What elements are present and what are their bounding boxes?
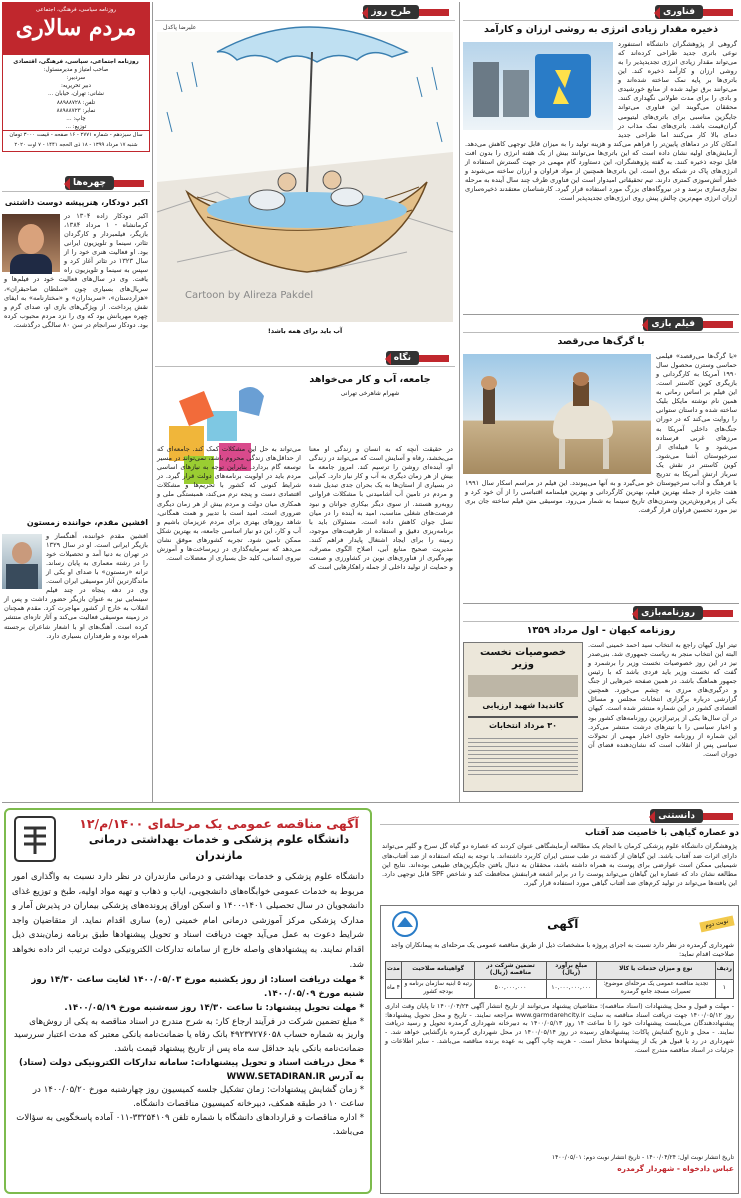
kayhan-title: روزنامه کیهان - اول مرداد ۱۳۵۹ xyxy=(526,625,676,636)
td-guarantee: ۵۰۰,۰۰۰,۰۰۰ xyxy=(475,980,546,999)
logo-text: مردم سالاری xyxy=(15,15,137,42)
danestani-block xyxy=(380,808,739,900)
ad-left-line-5: * اداره مناقصات و قراردادهای دانشگاه با شماره تلفن ۳۳۲۵۴۱۰۹-۰۱۱ آماده پاسخگویی به سؤالات می‌باشد. xyxy=(16,1112,364,1137)
ad-left-title: آگهی مناقصه عمومی یک مرحله‌ای ۱۴۰۰/م/۱۲ xyxy=(79,815,359,831)
cartoon-image xyxy=(157,32,453,322)
negah-section-title: نگاه xyxy=(386,351,419,365)
ad-right-body: - مهلت و قبول و محل پیشنهادات (اسناد مناقصه): متقاضیان پیشنهاد می‌توانند از تاریخ انتشار آگهی ۱۴۰۰/۰۴/۲۴ تا پایان وقت اداری روز ۱۴۰۰/۰۵/۱۲ جهت دریافت اسناد مناقصه به سایت www.garmdarehcity.ir مراجعه نمایند. - تاریخ و محل تحویل پیشنهادها: پیشنهاددهندگان می‌بایست پیشنهادات خود را تا ساعت ۱۴ روز ۱۴۰۰/۰۵/۱۳ به دبیرخانه شهرداری گرمدره تحویل و رسید دریافت نمایند. - محل و تاریخ گشایش پاکات: پیشنهادهای رسیده در روز ۱۴۰۰/۰۵/۱۴ در محل شهرداری گرمدره بازگشایی خواهد شد. - شهرداری در رد یا قبول هر یک از پیشنهادها مختار است. - هزینه چاپ آگهی به عهده برنده مناقصه می‌باشد. - سایر اطلاعات و جزئیات در اسناد مناقصه مندرج است. xyxy=(385,1001,734,1054)
faces-column xyxy=(2,175,150,800)
ad-right-badge: نوبت دوم xyxy=(700,916,735,933)
negah-title: جامعه، آب و کار می‌خواهد xyxy=(309,374,431,385)
ad-left-line-2: * مبلغ تضمین شرکت در فرآیند ارجاع کار: به شرح مندرج در اسناد مناقصه به یکی از روش‌های واریز به شماره حساب ۴۹۲۳۷۲۷۶۰۵۸ بانک رفاه یا ضمانت‌نامه بانکی معتبر که مدت اعتبار سررسید ضمانت‌نامه بانکی باید حداقل سه ماه پس از تاریخ پیشنهاد قیمت باشد. xyxy=(13,1016,364,1055)
cartoon-header xyxy=(155,4,455,21)
battery-photo xyxy=(463,42,613,130)
masthead-info-6: نمابر: ۸۸۹۸۸۷۲۳ xyxy=(56,107,96,114)
kayhan-header xyxy=(463,605,739,622)
masthead-info-8: توزیع: ... xyxy=(65,123,87,130)
kayhan-block xyxy=(463,605,739,800)
faces-item2-body: افشین مقدم خواننده، آهنگساز و بازیگر ایرانی است. او در سال ۱۳۲۹ در تهران به دنیا آمد و تحصیلات خود را در رشته معماری به پایان رساند. ترانه «زمستون» با صدای او یکی از ماندگارترین آثار موسیقی ایران است. وی در دهه پنجاه در چند فیلم سینمایی نیز به عنوان بازیگر حضور داشت و پس از انقلاب به خارج از کشور مهاجرت کرد. مقدم همچنان در زمینه موسیقی فعالیت می‌کند و آثار تازه‌ای منتشر کرده است. آهنگ‌های او با اشعار شاعران برجسته همراه بوده و طرفداران بسیاری دارد. xyxy=(4,531,148,640)
cartoon-signature: علیرضا پاکدل xyxy=(163,24,197,31)
fanavari-block xyxy=(463,4,739,312)
university-logo-icon xyxy=(12,814,58,864)
masthead xyxy=(2,2,150,152)
ad-left-org: دانشگاه علوم پزشکی و خدمات بهداشتی درمانی مازندران xyxy=(88,833,350,862)
cartoon-section-title: طرح روز xyxy=(363,5,419,19)
date-line: شنبه ۱۷ مرداد ۱۳۹۹ - ۱۸ ذی الحجه ۱۴۴۱ - ۷ اوت ۲۰۲۰ xyxy=(14,141,138,148)
masthead-info-7: چاپ: ... xyxy=(66,115,86,122)
kayhan-clip-headline: خصوصیات نخست وزیر xyxy=(479,646,567,670)
kayhan-section-title: روزنامه‌بازی xyxy=(633,606,703,620)
ad-left-line-4: * زمان گشایش پیشنهادات: زمان تشکیل جلسه کمیسیون روز چهارشنبه مورخ ۱۴۰۰/۰۵/۲۰ در ساعت ۱۰ در طبقه همکف، دبیرخانه کمیسیون مناقصات دانشگاه. xyxy=(32,1085,364,1110)
kayhan-clip-line3: ۳۰ مرداد انتخابات xyxy=(488,720,558,730)
td-certificate: رتبه ۵ ابنیه سازمان برنامه و بودجه کشور xyxy=(401,980,475,999)
logo-sub: روزنامه سیاسی، فرهنگی، اجتماعی xyxy=(35,7,117,13)
faces-item2-title: افشین مقدم، خواننده زمستون xyxy=(26,517,148,527)
masthead-info-0: روزنامه اجتماعی، سیاسی، فرهنگی، اقتصادی xyxy=(13,59,139,65)
masthead-info-3: دبیر تحریریه: xyxy=(61,83,91,90)
film-title: با گرگ‌ها می‌رقصد xyxy=(557,336,645,347)
fanavari-body: گروهی از پژوهشگران دانشگاه استنفورد نوعی باتری جدید طراحی کرده‌اند که می‌تواند مقدار زیادی انرژی تجدیدپذیر را به روشی ارزان و کارآمد ذخیره کند. این باتری‌ها بر پایه نمک ساخته شده‌اند و می‌توانند برق تولید شده از منابع خورشیدی و بادی را برای مدت طولانی نگهداری کنند. محققان می‌گویند این فناوری می‌تواند جایگزین مناسبی برای باتری‌های لیتیومی گران‌قیمت باشد. باتری‌های نمک مذاب در دمای بالا کار می‌کنند اما طراحی جدید امکان کار در دماهای پایین‌تر را فراهم می‌کند و هزینه تولید را به میزان قابل توجهی کاهش می‌دهد. آزمایش‌های اولیه نشان داده است که این باتری‌ها می‌توانند بیش از یک هفته انرژی را بدون افت قابل توجه ذخیره کنند. به گفته پژوهشگران، این دستاورد گام مهمی در جهت گسترش استفاده از انرژی‌های پاک در شبکه برق است. این باتری‌ها همچنین از مواد فراوان و ارزان ساخته می‌شوند و خطر آتش‌سوزی کمتری دارند. تیم تحقیقاتی امیدوار است این فناوری ظرف چند سال آینده به مرحله تجاری‌سازی برسد و در نیروگاه‌های بزرگ مورد استفاده قرار گیرد. کارشناسان معتقدند ذخیره‌سازی ارزان انرژی مهم‌ترین چالش پیش روی انرژی‌های تجدیدپذیر است. xyxy=(465,39,737,203)
cartoon-watermark: Cartoon by Alireza Pakdel xyxy=(185,290,314,301)
ad-right-subtitle: شهرداری گرمدره در نظر دارد نسبت به اجرای پروژه با مشخصات ذیل از طریق مناقصه عمومی یک مرحله‌ای به پیمانکاران واجد صلاحیت اقدام نماید: xyxy=(390,941,734,958)
negah-header xyxy=(155,350,455,367)
cartoon-caption: آب باید برای همه باشد! xyxy=(267,327,343,336)
kayhan-clip xyxy=(463,642,583,792)
film-block xyxy=(463,316,739,601)
fanavari-title: ذخیره مقدار زیادی انرژی به روشی ارزان و کارآمد xyxy=(484,24,718,35)
moghadam-photo xyxy=(2,534,42,589)
negah-block xyxy=(155,350,455,800)
ad-right-title: آگهی xyxy=(547,916,579,931)
ad-left-line-3: * محل دریافت اسناد و تحویل پیشنهادات: سامانه تدارکات الکترونیکی دولت (ستاد) به آدرس WWW.SETADIRAN.IR xyxy=(19,1057,364,1082)
film-body: «با گرگ‌ها می‌رقصد» فیلمی حماسی وسترن محصول سال ۱۹۹۰ آمریکا به کارگردانی و بازیگری کوین کاستنر است. این فیلم بر اساس رمانی به همین نام نوشته مایکل بلیک ساخته شده و داستان ستوانی را روایت می‌کند که در دوران جنگ‌های داخلی آمریکا به مرزهای غربی فرستاده می‌شود و با قبیله‌ای از سرخپوستان آشنا می‌شود. کوین کاستنر در نقش یک سرباز ارتش آمریکا به تدریج با فرهنگ و آداب سرخپوستان خو می‌گیرد و به آنها می‌پیوندد. این فیلم در مراسم اسکار سال ۱۹۹۱ هفت جایزه از جمله بهترین فیلم، بهترین کارگردانی و بهترین فیلمنامه اقتباسی را از آن خود کرد و یکی از پرفروش‌ترین وسترن‌های تاریخ سینما به شمار می‌رود. موسیقی متن فیلم ساخته جان بری نیز مورد تحسین فراوان قرار گرفت. xyxy=(465,351,737,515)
tender-table xyxy=(385,961,734,999)
film-header xyxy=(463,316,739,333)
table-row xyxy=(386,980,734,999)
danestani-section-title: دانستنی xyxy=(650,809,703,823)
td-duration: ۴ ماه xyxy=(386,980,402,999)
th-certificate: گواهینامه صلاحیت xyxy=(401,961,475,980)
ad-left-body: دانشگاه علوم پزشکی و خدمات بهداشتی و درمانی مازندران در نظر دارد نسبت به واگذاری امور مربوط به خدمات عمومی خوابگاه‌های دانشجویی، ایاب و ذهاب و تهیه مواد اولیه، طبخ و توزیع غذای دانشجویان در سال تحصیلی ۱۴۰۱-۱۴۰۰ و اسکن اوراق پرونده‌های پزشکی بیماران در پذیرش آمار و مدارک پزشکی مرکز آموزشی درمانی امام خمینی (ره) ساری اقدام نماید. از متقاضیان واجد شرایط دعوت به عمل می‌آید جهت دریافت اسناد و تحویل پیشنهادها طبق برنامه زمان‌بندی ذیل اقدام نمایند. به پیشنهادهای واصله خارج از سامانه تدارکات الکترونیکی دولت ترتیب اثر داده نخواهد شد. xyxy=(12,872,364,970)
masthead-info-4: نشانی: تهران، خیابان ... xyxy=(48,91,104,98)
th-type: نوع و میزان خدمات یا کالا xyxy=(596,961,715,980)
ad-right-dates: تاریخ انتشار نوبت اول: ۱۴۰۰/۰۴/۲۴ - تاریخ انتشار نوبت دوم: ۱۴۰۰/۰۵/۰۱ xyxy=(551,1153,734,1161)
issue-line: سال سیزدهم - شماره ۲۷۷۱ - ۱۶ صفحه - قیمت ۳۰۰۰ تومان xyxy=(3,130,149,139)
tender-ad-garmdareh xyxy=(380,905,739,1194)
danestani-header xyxy=(380,808,739,825)
ad-right-signature: عباس دادخواه - شهردار گرمدره xyxy=(617,1163,734,1173)
kayhan-body: تیتر اول کیهان راجع به انتخاب سید احمد خمینی است. البته این انتخاب منجر به ریاست جمهوری شد. بنی‌صدر نیز در این روز خصوصیات نخست وزیر را برشمرد و گفت که نخست وزیر باید فردی باشد که با رئیس جمهور هماهنگ باشد. در همین صفحه خبرهایی از جنگ و درگیری‌های مرزی به چشم می‌خورد. همچنین گزارشی درباره برگزاری انتخابات مجلس و مسائل اقتصادی کشور در این شماره منتشر شده است. کیهان در آن سال‌ها یکی از پرتیراژترین روزنامه‌های کشور بود و اخبار سیاسی را با تیترهای درشت منتشر می‌کرد. این شماره از روزنامه حاوی اخبار مهمی از تحولات سیاسی پس از انقلاب است که نشان‌دهنده فضای آن دوران است. xyxy=(588,640,737,758)
td-type: تجدید مناقصه عمومی یک مرحله‌ای موضوع: تعمیرات مسجد جامع گرمدره xyxy=(596,980,715,999)
masthead-info-5: تلفن: ۸۸۹۸۸۷۲۸ xyxy=(56,99,96,106)
negah-body: در حقیقت آنچه که به انسان و زندگی او معنا می‌بخشد، رفاه و آسایش است که می‌تواند در زندگی او، آینده‌ای روشن را ترسیم کند. امروز جامعه ما بیش از هر زمان دیگری به آب و کار نیاز دارد. کم‌آبی در بسیاری از استان‌ها به یک بحران جدی تبدیل شده و مردم در تامین آب آشامیدنی با مشکلات فراوانی روبه‌رو هستند. از سوی دیگر بیکاری جوانان و نبود فرصت‌های شغلی مناسب، امید به آینده را در میان نسل جوان کاهش داده است. مسئولان باید با برنامه‌ریزی دقیق و استفاده از ظرفیت‌های موجود، زمینه را برای ایجاد اشتغال پایدار فراهم کنند. مدیریت صحیح منابع آبی، اصلاح الگوی مصرف، بهره‌گیری از فناوری‌های نوین در کشاورزی و صنعت و حمایت از تولید داخلی از جمله راهکارهایی است که می‌تواند به حل این مشکلات کمک کند. جامعه‌ای که از حداقل‌های زندگی محروم باشد، نمی‌تواند در مسیر توسعه گام بردارد. بنابراین توجه به نیازهای اساسی مردم باید در اولویت برنامه‌های دولت قرار گیرد. در شرایط کنونی که کشور با تحریم‌ها و مشکلات اقتصادی دست و پنجه نرم می‌کند، همبستگی ملی و همکاری میان دولت و مردم بیش از هر زمان دیگری ضروری است. امید است با تدبیر و همت همگانی، شاهد روزهای بهتری برای مردم عزیزمان باشیم و آب و کار، این دو نیاز اساسی جامعه، به بهترین شکل ممکن تامین شود. تجربه کشورهای موفق نشان می‌دهد که سرمایه‌گذاری در زیرساخت‌ها و آموزش نیروی انسانی، کلید حل بسیاری از معضلات است. xyxy=(157,445,453,572)
fanavari-section-title: فناوری xyxy=(655,5,703,19)
th-duration: مدت xyxy=(386,961,402,980)
masthead-info-2: سردبیر: xyxy=(66,75,86,82)
dudkar-photo xyxy=(2,214,60,272)
kayhan-clip-sub: کاندیدا شهید ارزیابی xyxy=(482,700,564,710)
ad-left-line-1: * مهلت تحویل پیشنهاد: تا ساعت ۱۴/۳۰ روز سه‌شنبه مورخ ۱۴۰۰/۰۵/۱۹. xyxy=(64,1002,364,1013)
th-row: ردیف xyxy=(715,961,733,980)
masthead-info-1: صاحب امتیاز و مدیرمسئول: xyxy=(43,67,109,74)
td-row: ۱ xyxy=(715,980,733,999)
td-estimate: ۱۰,۰۰۰,۰۰۰,۰۰۰ xyxy=(546,980,596,999)
masthead-logo xyxy=(3,3,149,55)
th-estimate: مبلغ برآورد (ریال) xyxy=(546,961,596,980)
faces-item1-title: اکبر دودکار، هنرپیشه دوست داشتنی xyxy=(4,198,148,207)
danestani-body: پژوهشگران دانشگاه علوم پزشکی کرمان با انجام یک مطالعه آزمایشگاهی عنوان کردند که عصاره دو گیاه گل سرخ و گلپر می‌تواند دارای اثرات ضد آفتاب باشد. این گیاهان از گذشته در طب سنتی ایران کاربرد داشته‌اند. با توجه به اینکه استفاده از ضد آفتاب‌های شیمیایی ممکن است عوارضی برای پوست به همراه داشته باشد، محققان به دنبال یافتن جایگزین‌های طبیعی بوده‌اند. نتایج این مطالعه نشان داد که عصاره این گیاهان می‌تواند پوست را در برابر اشعه فرابنفش محافظت کند و شاخص SPF قابل توجهی دارد. این یافته‌ها می‌تواند در تولید کرم‌های ضد آفتاب گیاهی مورد استفاده قرار گیرد. xyxy=(382,842,737,887)
cartoon-block xyxy=(155,4,455,336)
film-section-title: فیلم بازی xyxy=(643,317,703,331)
film-photo xyxy=(463,354,651,474)
danestani-title: دو عصاره گیاهی با خاصیت ضد آفتاب xyxy=(585,828,739,838)
ad-left-line-0: * مهلت دریافت اسناد: از روز یکشنبه مورخ ۱۴۰۰/۰۵/۰۳ لغایت ساعت ۱۴/۳۰ روز شنبه مورخ ۱۴۰۰/۰۵/۰۹. xyxy=(31,975,364,1000)
tender-ad-mazandaran xyxy=(4,808,372,1194)
faces-header xyxy=(2,175,150,192)
faces-item1-body: اکبر دودکار زاده ۱۳۰۴ در کرمانشاه - ۱ مرداد ۱۳۸۴، بازیگر، فیلمبردار و کارگردان تئاتر، سینما و تلویزیون ایرانی بود. او فعالیت هنری خود را از سال ۱۳۲۳ در تئاتر آغاز کرد و سپس به سینما و تلویزیون راه یافت. وی در سال‌های فعالیت خود در فیلم‌ها و سریال‌های بسیاری چون «سلطان صاحبقران»، «هزاردستان»، «سربداران» و «مختارنامه» به ایفای نقش پرداخت. از ویژگی‌های بازی او، صدای گرم و چهره مهربانش بود که وی را نزد مردم محبوب کرده بود. دودکار سرانجام در سن ۸۰ سالگی درگذشت. xyxy=(4,211,148,329)
faces-section-title: چهره‌ها xyxy=(65,176,114,190)
fanavari-header xyxy=(463,4,739,21)
municipality-logo-icon xyxy=(385,909,425,939)
negah-author: شهرام شاهرخی تهرانی xyxy=(340,389,400,397)
th-guarantee: تضمین شرکت در مناقصه (ریال) xyxy=(475,961,546,980)
